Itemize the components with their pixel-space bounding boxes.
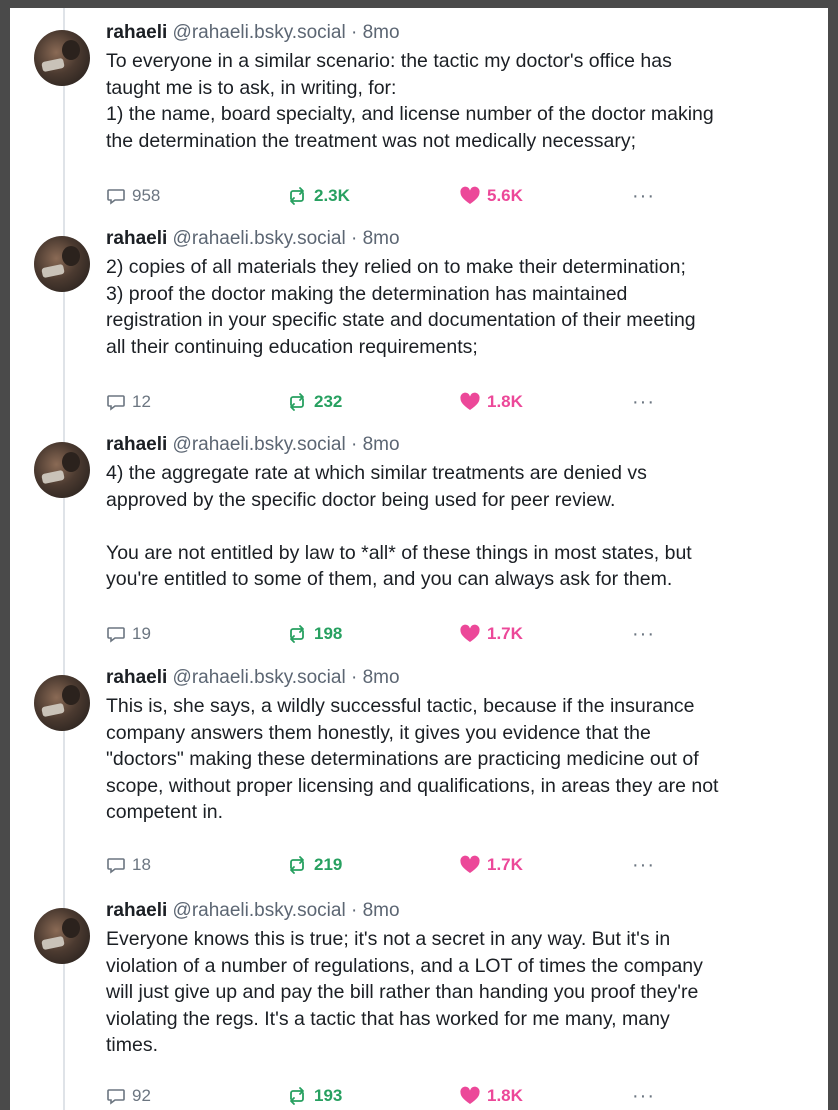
post-actions bbox=[106, 1084, 666, 1108]
repost-icon bbox=[286, 392, 308, 412]
reply-icon bbox=[106, 855, 126, 875]
post-actions bbox=[106, 622, 666, 646]
like-button[interactable] bbox=[459, 853, 523, 877]
author-name[interactable]: rahaeli bbox=[106, 667, 168, 688]
separator-dot: · bbox=[350, 667, 358, 688]
more-options-button[interactable] bbox=[632, 390, 655, 414]
post-time[interactable]: 8mo bbox=[362, 667, 400, 688]
post-actions bbox=[106, 853, 666, 877]
reply-button[interactable] bbox=[106, 184, 160, 208]
post-actions bbox=[106, 390, 666, 414]
reply-icon bbox=[106, 186, 126, 206]
post-text: This is, she says, a wildly successful tactic, because if the insurance company answers them honestly, it gives you evidence that the "doctors" making these determinations are practicing medicine out of scope, without proper licensing and qualifications, in areas they are not competent in. bbox=[106, 695, 719, 823]
repost-count: 219 bbox=[314, 855, 343, 874]
heart-icon bbox=[459, 392, 481, 412]
more-options-button[interactable] bbox=[632, 622, 655, 646]
repost-count: 2.3K bbox=[314, 186, 350, 205]
reply-icon bbox=[106, 624, 126, 644]
reply-button[interactable] bbox=[106, 1084, 151, 1108]
more-options-icon: ··· bbox=[632, 622, 655, 645]
repost-icon bbox=[286, 855, 308, 875]
more-options-button[interactable] bbox=[632, 184, 655, 208]
avatar[interactable] bbox=[34, 442, 90, 498]
more-options-icon: ··· bbox=[632, 184, 655, 207]
reply-button[interactable] bbox=[106, 390, 151, 414]
separator-dot: · bbox=[350, 22, 358, 43]
post-text: Everyone knows this is true; it's not a secret in any way. But it's in violation of a number of regulations, and a LOT of times the company will just give up and pay the bill rather than handing you proof they're violating the regs. It's a tactic that has worked for me many, many times. bbox=[106, 928, 703, 1056]
separator-dot: · bbox=[350, 434, 358, 455]
like-count: 1.7K bbox=[487, 624, 523, 643]
author-name[interactable]: rahaeli bbox=[106, 900, 168, 921]
reply-icon bbox=[106, 1086, 126, 1106]
more-options-icon: ··· bbox=[632, 1084, 655, 1107]
post-time[interactable]: 8mo bbox=[362, 900, 400, 921]
more-options-icon: ··· bbox=[632, 853, 655, 876]
reply-count: 18 bbox=[132, 855, 151, 874]
reply-count: 92 bbox=[132, 1086, 151, 1105]
repost-icon bbox=[286, 1086, 308, 1106]
thread-container bbox=[10, 8, 828, 1110]
reply-count: 19 bbox=[132, 624, 151, 643]
repost-button[interactable] bbox=[286, 622, 342, 646]
like-count: 1.7K bbox=[487, 855, 523, 874]
like-button[interactable] bbox=[459, 1084, 523, 1108]
post-header bbox=[106, 665, 806, 691]
post-text: To everyone in a similar scenario: the tactic my doctor's office has taught me is to ask, in writing, for: 1) the name, board specialty, and license number of the doctor making the determination the treatment was not medically necessary; bbox=[106, 50, 714, 152]
like-button[interactable] bbox=[459, 390, 523, 414]
repost-button[interactable] bbox=[286, 184, 350, 208]
avatar[interactable] bbox=[34, 908, 90, 964]
more-options-button[interactable] bbox=[632, 1084, 655, 1108]
separator-dot: · bbox=[350, 228, 358, 249]
repost-button[interactable] bbox=[286, 853, 342, 877]
repost-button[interactable] bbox=[286, 390, 342, 414]
like-count: 1.8K bbox=[487, 392, 523, 411]
heart-icon bbox=[459, 186, 481, 206]
author-handle[interactable]: @rahaeli.bsky.social bbox=[172, 900, 346, 921]
reply-button[interactable] bbox=[106, 853, 151, 877]
heart-icon bbox=[459, 624, 481, 644]
author-name[interactable]: rahaeli bbox=[106, 228, 168, 249]
post-time[interactable]: 8mo bbox=[362, 434, 400, 455]
post-text: 2) copies of all materials they relied on to make their determination; 3) proof the doctor making the determination has maintained registration in your specific state and documentation of their meeting all their continuing education requirements; bbox=[106, 256, 696, 358]
author-handle[interactable]: @rahaeli.bsky.social bbox=[172, 22, 346, 43]
reply-count: 12 bbox=[132, 392, 151, 411]
author-handle[interactable]: @rahaeli.bsky.social bbox=[172, 667, 346, 688]
like-button[interactable] bbox=[459, 622, 523, 646]
separator-dot: · bbox=[350, 900, 358, 921]
avatar[interactable] bbox=[34, 30, 90, 86]
repost-count: 232 bbox=[314, 392, 343, 411]
author-name[interactable]: rahaeli bbox=[106, 434, 168, 455]
more-options-icon: ··· bbox=[632, 390, 655, 413]
like-count: 1.8K bbox=[487, 1086, 523, 1105]
repost-count: 193 bbox=[314, 1086, 343, 1105]
reply-icon bbox=[106, 392, 126, 412]
repost-icon bbox=[286, 624, 308, 644]
reply-count: 958 bbox=[132, 186, 161, 205]
avatar[interactable] bbox=[34, 236, 90, 292]
author-name[interactable]: rahaeli bbox=[106, 22, 168, 43]
post-header bbox=[106, 226, 806, 252]
heart-icon bbox=[459, 855, 481, 875]
post-header bbox=[106, 898, 806, 924]
post-time[interactable]: 8mo bbox=[362, 228, 400, 249]
avatar[interactable] bbox=[34, 675, 90, 731]
repost-count: 198 bbox=[314, 624, 343, 643]
author-handle[interactable]: @rahaeli.bsky.social bbox=[172, 228, 346, 249]
post-header bbox=[106, 432, 806, 458]
like-count: 5.6K bbox=[487, 186, 523, 205]
more-options-button[interactable] bbox=[632, 853, 655, 877]
post-time[interactable]: 8mo bbox=[362, 22, 400, 43]
repost-icon bbox=[286, 186, 308, 206]
author-handle[interactable]: @rahaeli.bsky.social bbox=[172, 434, 346, 455]
repost-button[interactable] bbox=[286, 1084, 342, 1108]
post-text: 4) the aggregate rate at which similar treatments are denied vs approved by the specific doctor being used for peer review. You are not entitled by law to *all* of these things in most states, but you're entitled to some of them, and you can always ask for them. bbox=[106, 462, 692, 590]
like-button[interactable] bbox=[459, 184, 523, 208]
reply-button[interactable] bbox=[106, 622, 151, 646]
post-header bbox=[106, 20, 806, 46]
heart-icon bbox=[459, 1086, 481, 1106]
post-actions bbox=[106, 184, 666, 208]
